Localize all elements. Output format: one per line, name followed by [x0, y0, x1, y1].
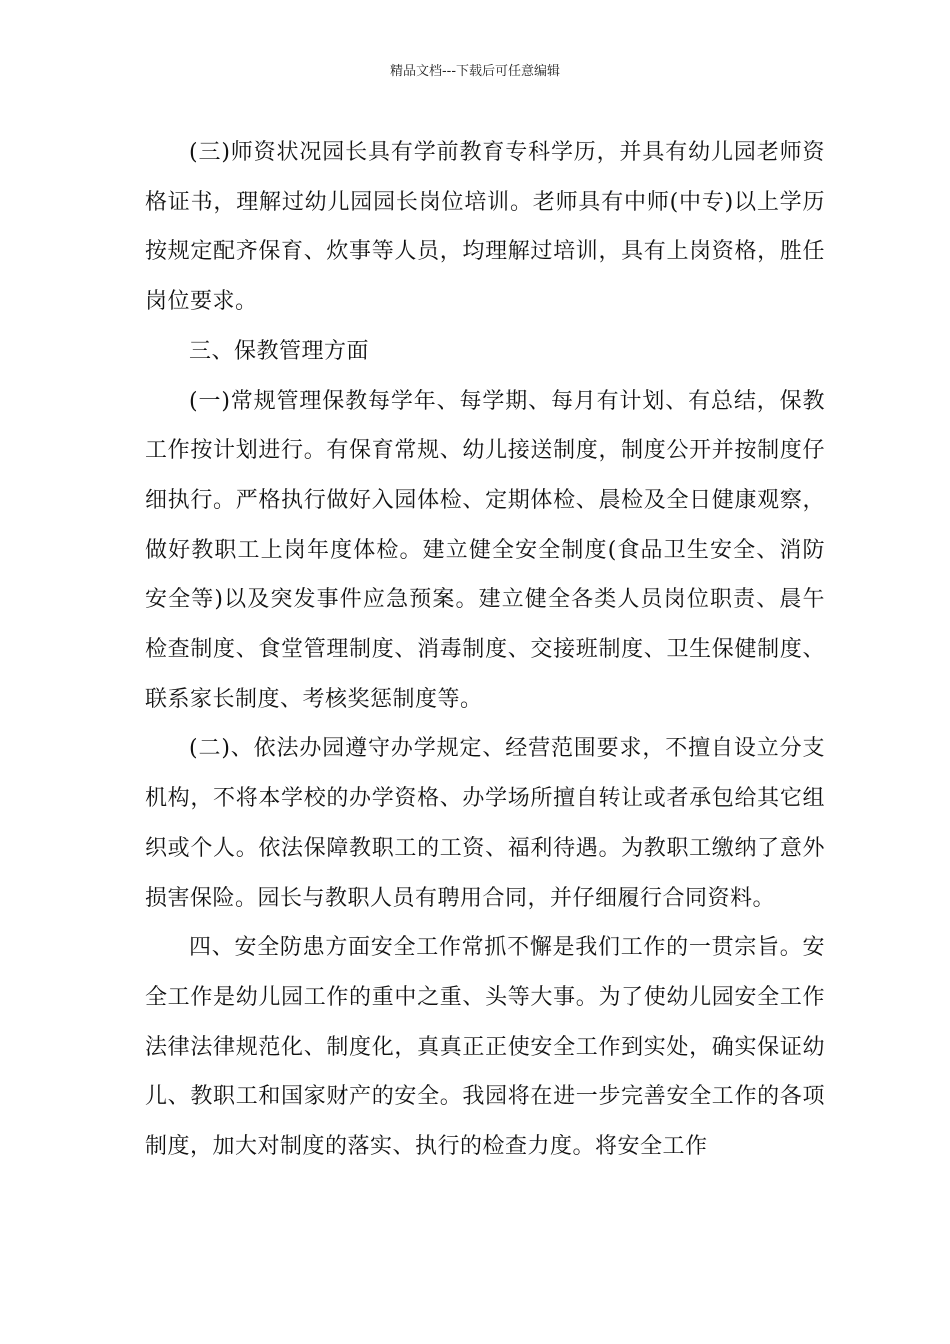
paragraph-lawful-operation: (二)、依法办园遵守办学规定、经营范围要求，不擅自设立分支机构，不将本学校的办学资格、办学场所擅自转让或者承包给其它组织或个人。依法保障教职工的工资、福利待遇。为教职工缴纳了意外损害保险。园长与教职人员有聘用合同，并仔细履行合同资料。 — [145, 736, 825, 911]
page-header: 精品文档---下载后可任意编辑 — [389, 64, 561, 79]
paragraph-routine-management: (一)常规管理保教每学年、每学期、每月有计划、有总结，保教工作按计划进行。有保育常规、幼儿接送制度，制度公开并按制度仔细执行。严格执行做好入园体检、定期体检、晨检及全日健康观察，做好教职工上岗年度体检。建立健全安全制度(食品卫生安全、消防安全等)以及突发事件应急预案。建立健全各类人员岗位职责、晨午检查制度、食堂管理制度、消毒制度、交接班制度、卫生保健制度、联系家长制度、考核奖惩制度等。 — [145, 388, 825, 712]
paragraph-safety: 四、安全防患方面安全工作常抓不懈是我们工作的一贯宗旨。安全工作是幼儿园工作的重中之重、头等大事。为了使幼儿园安全工作法律法律规范化、制度化，真真正正使安全工作到实处，确实保证幼儿、教职工和国家财产的安全。我园将在进一步完善安全工作的各项制度，加大对制度的落实、执行的检查力度。将安全工作 — [145, 935, 825, 1160]
paragraph-teacher-qualifications: (三)师资状况园长具有学前教育专科学历，并具有幼儿园老师资格证书，理解过幼儿园园长岗位培训。老师具有中师(中专)以上学历按规定配齐保育、炊事等人员，均理解过培训，具有上岗资格，胜任岗位要求。 — [145, 140, 825, 315]
document-body — [145, 128, 825, 1172]
section-heading-care-education: 三、保教管理方面 — [189, 338, 370, 364]
